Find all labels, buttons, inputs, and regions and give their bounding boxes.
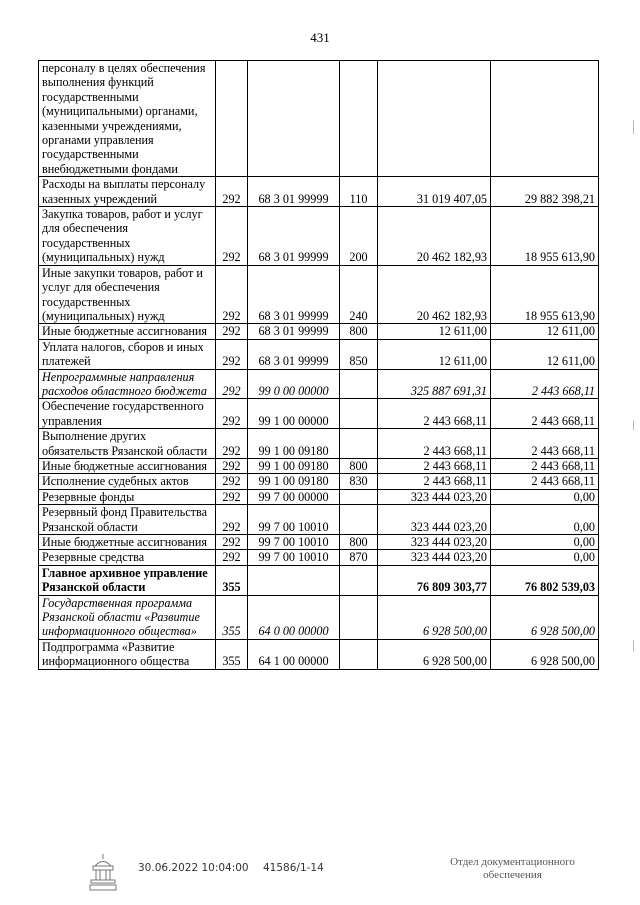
row-dept-code-cell: 292 xyxy=(216,458,248,473)
row-target-code-cell: 68 3 01 99999 xyxy=(248,207,340,266)
row-target-code-cell: 99 7 00 10010 xyxy=(248,505,340,535)
row-sum-1-cell: 323 444 023,20 xyxy=(378,550,491,565)
row-sum-1-cell: 6 928 500,00 xyxy=(378,639,491,669)
row-name-cell: Резервный фонд Правительства Рязанской области xyxy=(39,505,216,535)
row-expense-type-cell: 830 xyxy=(340,474,378,489)
row-dept-code-cell: 292 xyxy=(216,399,248,429)
row-name-cell: Иные бюджетные ассигнования xyxy=(39,324,216,339)
table-row xyxy=(39,639,599,669)
row-expense-type-cell: 240 xyxy=(340,265,378,324)
row-sum-1-cell: 12 611,00 xyxy=(378,324,491,339)
row-sum-2-cell: 2 443 668,11 xyxy=(491,429,599,459)
row-expense-type-cell xyxy=(340,505,378,535)
row-sum-2-cell: 2 443 668,11 xyxy=(491,458,599,473)
row-expense-type-cell xyxy=(340,369,378,399)
row-expense-type-cell: 800 xyxy=(340,324,378,339)
row-target-code-cell: 99 1 00 09180 xyxy=(248,429,340,459)
row-expense-type-cell xyxy=(340,565,378,595)
row-name-cell: персоналу в целях обеспечения выполнения функций государственными (муниципальными) органами, казенными учреждениями, органами управления государственными внебюджетными фондами xyxy=(39,61,216,177)
table-row xyxy=(39,489,599,504)
row-target-code-cell: 99 7 00 10010 xyxy=(248,535,340,550)
row-target-code-cell: 68 3 01 99999 xyxy=(248,339,340,369)
table-row xyxy=(39,550,599,565)
row-dept-code-cell: 292 xyxy=(216,535,248,550)
row-sum-1-cell: 325 887 691,31 xyxy=(378,369,491,399)
row-target-code-cell: 99 1 00 09180 xyxy=(248,474,340,489)
row-expense-type-cell: 800 xyxy=(340,535,378,550)
table-row xyxy=(39,458,599,473)
row-sum-1-cell: 2 443 668,11 xyxy=(378,399,491,429)
row-name-cell: Исполнение судебных актов xyxy=(39,474,216,489)
row-name-cell: Иные бюджетные ассигнования xyxy=(39,458,216,473)
row-expense-type-cell: 850 xyxy=(340,339,378,369)
row-dept-code-cell: 292 xyxy=(216,324,248,339)
row-dept-code-cell: 355 xyxy=(216,595,248,639)
row-name-cell: Иные закупки товаров, работ и услуг для обеспечения государственных (муниципальных) нужд xyxy=(39,265,216,324)
row-expense-type-cell: 200 xyxy=(340,207,378,266)
row-sum-1-cell: 76 809 303,77 xyxy=(378,565,491,595)
row-sum-1-cell: 6 928 500,00 xyxy=(378,595,491,639)
table-row xyxy=(39,339,599,369)
row-expense-type-cell xyxy=(340,429,378,459)
row-sum-2-cell: 6 928 500,00 xyxy=(491,639,599,669)
row-sum-1-cell: 20 462 182,93 xyxy=(378,207,491,266)
row-sum-1-cell: 323 444 023,20 xyxy=(378,489,491,504)
row-sum-2-cell: 18 955 613,90 xyxy=(491,265,599,324)
row-sum-1-cell: 2 443 668,11 xyxy=(378,474,491,489)
row-dept-code-cell: 355 xyxy=(216,565,248,595)
row-sum-2-cell: 2 443 668,11 xyxy=(491,369,599,399)
row-target-code-cell xyxy=(248,61,340,177)
table-row xyxy=(39,505,599,535)
row-sum-2-cell: 12 611,00 xyxy=(491,324,599,339)
table-row xyxy=(39,324,599,339)
row-dept-code-cell: 292 xyxy=(216,265,248,324)
duma-logo-icon xyxy=(86,852,120,892)
footer-dept-line2: обеспечения xyxy=(483,869,542,881)
row-dept-code-cell: 292 xyxy=(216,339,248,369)
row-target-code-cell xyxy=(248,565,340,595)
row-dept-code-cell: 292 xyxy=(216,429,248,459)
margin-mark xyxy=(633,640,634,652)
row-expense-type-cell: 870 xyxy=(340,550,378,565)
row-dept-code-cell: 292 xyxy=(216,505,248,535)
budget-table-body xyxy=(39,61,599,670)
row-sum-2-cell: 76 802 539,03 xyxy=(491,565,599,595)
row-name-cell: Резервные средства xyxy=(39,550,216,565)
row-name-cell: Иные бюджетные ассигнования xyxy=(39,535,216,550)
table-row xyxy=(39,474,599,489)
row-sum-2-cell xyxy=(491,61,599,177)
row-target-code-cell: 68 3 01 99999 xyxy=(248,177,340,207)
row-sum-1-cell: 31 019 407,05 xyxy=(378,177,491,207)
budget-table xyxy=(38,60,599,670)
row-expense-type-cell xyxy=(340,399,378,429)
footer-department xyxy=(430,856,595,882)
row-sum-2-cell: 18 955 613,90 xyxy=(491,207,599,266)
row-expense-type-cell xyxy=(340,595,378,639)
row-sum-2-cell: 2 443 668,11 xyxy=(491,399,599,429)
row-dept-code-cell: 292 xyxy=(216,207,248,266)
row-sum-1-cell: 2 443 668,11 xyxy=(378,458,491,473)
row-sum-2-cell: 0,00 xyxy=(491,550,599,565)
row-expense-type-cell xyxy=(340,639,378,669)
table-row xyxy=(39,535,599,550)
row-name-cell: Обеспечение государственного управления xyxy=(39,399,216,429)
row-name-cell: Государственная программа Рязанской области «Развитие информационного общества» xyxy=(39,595,216,639)
row-sum-1-cell: 12 611,00 xyxy=(378,339,491,369)
row-sum-1-cell xyxy=(378,61,491,177)
row-sum-1-cell: 2 443 668,11 xyxy=(378,429,491,459)
row-dept-code-cell: 292 xyxy=(216,550,248,565)
row-target-code-cell: 64 1 00 00000 xyxy=(248,639,340,669)
row-name-cell: Подпрограмма «Развитие информационного общества xyxy=(39,639,216,669)
table-row xyxy=(39,429,599,459)
footer-dept-line1: Отдел документационного xyxy=(450,856,575,868)
margin-mark xyxy=(633,420,634,430)
row-target-code-cell: 68 3 01 99999 xyxy=(248,324,340,339)
row-dept-code-cell: 292 xyxy=(216,489,248,504)
row-name-cell: Выполнение других обязательств Рязанской области xyxy=(39,429,216,459)
table-row xyxy=(39,369,599,399)
row-target-code-cell: 99 7 00 10010 xyxy=(248,550,340,565)
row-target-code-cell: 99 7 00 00000 xyxy=(248,489,340,504)
row-dept-code-cell: 292 xyxy=(216,474,248,489)
row-name-cell: Резервные фонды xyxy=(39,489,216,504)
row-dept-code-cell: 292 xyxy=(216,369,248,399)
table-row xyxy=(39,177,599,207)
row-target-code-cell: 99 1 00 00000 xyxy=(248,399,340,429)
row-name-cell: Расходы на выплаты персоналу казенных учреждений xyxy=(39,177,216,207)
table-row xyxy=(39,207,599,266)
row-target-code-cell: 99 1 00 09180 xyxy=(248,458,340,473)
table-row xyxy=(39,399,599,429)
row-target-code-cell: 99 0 00 00000 xyxy=(248,369,340,399)
row-target-code-cell: 68 3 01 99999 xyxy=(248,265,340,324)
row-name-cell: Закупка товаров, работ и услуг для обеспечения государственных (муниципальных) нужд xyxy=(39,207,216,266)
row-sum-2-cell: 29 882 398,21 xyxy=(491,177,599,207)
margin-mark xyxy=(633,120,634,134)
row-sum-1-cell: 323 444 023,20 xyxy=(378,505,491,535)
row-sum-2-cell: 12 611,00 xyxy=(491,339,599,369)
row-sum-1-cell: 323 444 023,20 xyxy=(378,535,491,550)
row-target-code-cell: 64 0 00 00000 xyxy=(248,595,340,639)
table-row xyxy=(39,61,599,177)
row-dept-code-cell: 292 xyxy=(216,177,248,207)
row-expense-type-cell xyxy=(340,61,378,177)
footer-doc-code: 41586/1-14 xyxy=(263,862,324,874)
row-sum-2-cell: 2 443 668,11 xyxy=(491,474,599,489)
row-sum-2-cell: 6 928 500,00 xyxy=(491,595,599,639)
table-row xyxy=(39,565,599,595)
row-sum-2-cell: 0,00 xyxy=(491,505,599,535)
row-expense-type-cell: 800 xyxy=(340,458,378,473)
row-dept-code-cell: 355 xyxy=(216,639,248,669)
row-name-cell: Уплата налогов, сборов и иных платежей xyxy=(39,339,216,369)
row-dept-code-cell xyxy=(216,61,248,177)
row-sum-2-cell: 0,00 xyxy=(491,489,599,504)
row-name-cell: Главное архивное управление Рязанской области xyxy=(39,565,216,595)
page-number: 431 xyxy=(310,30,330,45)
row-sum-2-cell: 0,00 xyxy=(491,535,599,550)
row-sum-1-cell: 20 462 182,93 xyxy=(378,265,491,324)
row-name-cell: Непрограммные направления расходов областного бюджета xyxy=(39,369,216,399)
page-footer xyxy=(0,850,640,900)
table-row xyxy=(39,595,599,639)
table-row xyxy=(39,265,599,324)
footer-datetime: 30.06.2022 10:04:00 xyxy=(138,862,249,874)
row-expense-type-cell xyxy=(340,489,378,504)
row-expense-type-cell: 110 xyxy=(340,177,378,207)
